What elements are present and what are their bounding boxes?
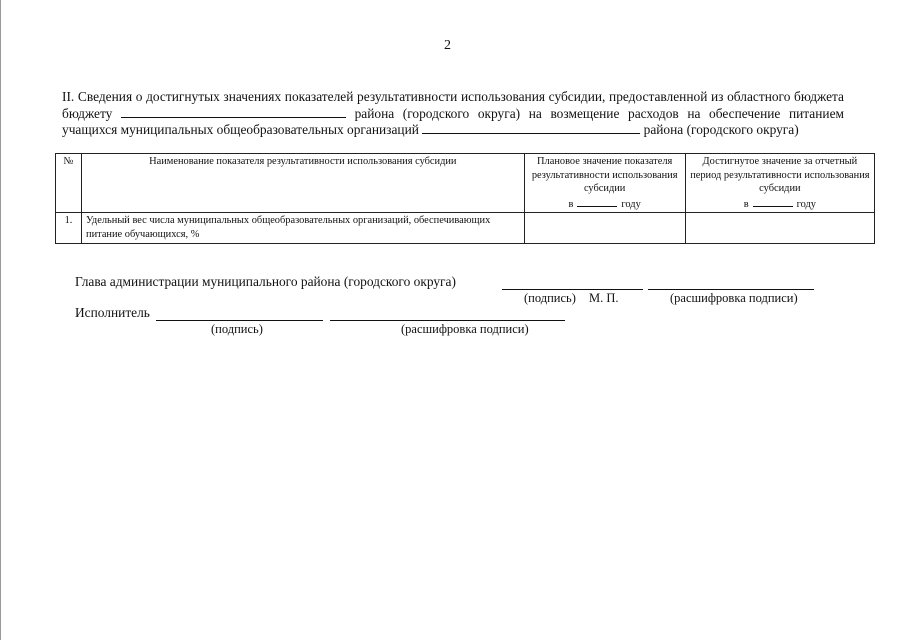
header-plan — [524, 154, 685, 213]
budget-name-blank — [121, 106, 346, 118]
executor-decode-caption: (расшифровка подписи) — [401, 322, 529, 336]
indicators-table — [55, 153, 875, 244]
header-fact-year — [690, 196, 870, 212]
year-prefix: в — [743, 198, 749, 210]
executor-label: Исполнитель — [75, 305, 150, 320]
heading-line-3-start: учащихся муниципальных общеобразовательных организаций — [62, 122, 419, 137]
district-name-blank — [422, 122, 640, 134]
head-sign-caption: (подпись) — [524, 291, 576, 305]
header-plan-year — [529, 196, 681, 212]
header-fact — [685, 154, 874, 213]
table-row — [56, 213, 875, 244]
table-header-row — [56, 154, 875, 213]
heading-line-2-end: района (городского округа) на возмещение расходов на обеспечение питанием — [354, 105, 844, 121]
section-heading — [62, 89, 844, 139]
year-prefix: в — [568, 198, 574, 210]
row-plan-value[interactable] — [524, 213, 685, 244]
row-num: 1. — [56, 213, 82, 244]
year-blank — [577, 196, 617, 207]
executor-decode-line — [330, 320, 565, 321]
header-plan-text: Плановое значение показателя результативности использования субсидии — [531, 156, 678, 194]
heading-line-3-end: района (городского округа) — [643, 122, 799, 137]
heading-line-1: II. Сведения о достигнутых значениях показателей результативности использования субсидии, предоставленной из областного бюджета — [62, 89, 844, 104]
heading-line-2 — [62, 106, 844, 123]
heading-line-2-start: бюджету — [62, 105, 113, 121]
header-name: Наименование показателя результативности использования субсидии — [82, 154, 525, 213]
row-fact-value[interactable] — [685, 213, 874, 244]
head-decode-caption: (расшифровка подписи) — [670, 291, 798, 305]
executor-signature-line — [156, 320, 323, 321]
stamp-label: М. П. — [589, 291, 619, 305]
header-num: № — [56, 154, 82, 213]
year-suffix: году — [621, 198, 641, 210]
heading-line-3 — [62, 122, 844, 139]
row-name: Удельный вес числа муниципальных общеобразовательных организаций, обеспечивающих питание обучающихся, % — [82, 213, 525, 244]
year-blank — [753, 196, 793, 207]
head-signature-line — [502, 289, 643, 290]
head-signature-label: Глава администрации муниципального района (городского округа) — [75, 274, 456, 289]
executor-sign-caption: (подпись) — [211, 322, 263, 336]
header-fact-text: Достигнутое значение за отчетный период результативности использования субсидии — [690, 156, 870, 194]
page-edge-rule — [0, 0, 1, 640]
page-number: 2 — [444, 38, 451, 53]
head-decode-line — [648, 289, 814, 290]
year-suffix: году — [796, 198, 817, 210]
